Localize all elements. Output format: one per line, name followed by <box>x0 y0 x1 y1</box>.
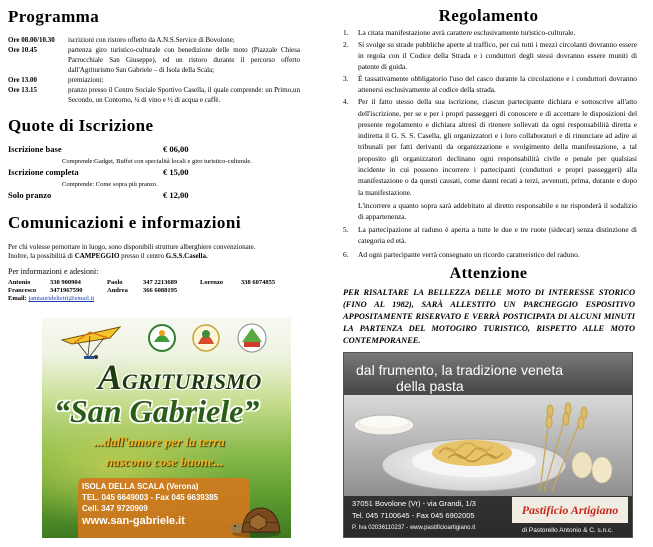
program-heading: Programma <box>8 7 100 26</box>
camping-mid: presso il centro <box>119 252 166 260</box>
rule-number: 3. <box>343 74 349 84</box>
agriturismo-ad <box>42 318 291 538</box>
contact-name: Andrea <box>107 287 128 294</box>
fees-list <box>8 144 308 202</box>
camping-word: CAMPEGGIO <box>74 252 120 260</box>
rule-item <box>340 27 637 38</box>
contact-name: Paolo <box>107 279 123 286</box>
contacts-row <box>8 279 298 287</box>
agriturismo-slogan-line2: nascono cose buone... <box>106 454 224 469</box>
fees-heading: Quote di Iscrizione <box>8 116 154 135</box>
pastificio-brand-box <box>512 497 628 523</box>
rule-item <box>340 39 637 73</box>
fee-note: Comprende:Gadget, Buffet con specialità locali e giro turistico-culturale. <box>62 157 252 165</box>
fee-label: Iscrizione completa <box>8 167 79 177</box>
attention-heading: Attenzione <box>449 265 528 282</box>
pastificio-tagline-line2: della pasta <box>396 378 464 394</box>
fee-price: € 06,00 <box>163 144 189 154</box>
contact-phone: 338 6074855 <box>241 279 276 286</box>
pastificio-tagline-line1: dal frumento, la tradizione veneta <box>356 362 564 378</box>
schedule-time: Ore 13.15 <box>8 86 38 94</box>
rule-text: Si svolge su strade pubbliche aperte al traffico, per cui tutti i mezzi circolanti dovranno essere in regola con il Codice della Strada e i conduttori degli stessi dovranno essere muniti di patente di guida. <box>358 39 637 72</box>
fee-note: Comprende: Come sopra più pranzo. <box>62 180 158 188</box>
rule-number: 4. <box>343 97 349 107</box>
rule-text: La partecipazione al raduno è aperta a tutte le due e tre ruote (sidecar) senza distinzione di categoria ed età. <box>358 225 637 246</box>
fee-row <box>8 144 308 156</box>
schedule-time: Ore 10.45 <box>8 46 38 54</box>
schedule-text: pranzo presso il Centro Sociale Sportivo Casella, il quale comprende: un Primo,un Secondo, un Contorno, ¼ di vino e ½ di acqua e caffè. <box>68 86 300 104</box>
schedule-text: premiazioni; <box>68 76 104 84</box>
rule-number: 6. <box>343 250 349 260</box>
contact-phone: 330 900904 <box>50 279 81 286</box>
rule-item <box>340 73 637 96</box>
info-heading: Comunicazioni e informazioni <box>8 213 242 232</box>
rule-number: 2. <box>343 39 349 49</box>
attention-notice: PER RISALTARE LA BELLEZZA DELLE MOTO DI INTERESSE STORICO (FINO AL 1982), SARÀ ALLESTITO UN PARCHEGGIO ESPOSITIVO APPOSITAMENTE RISERVATO E VERRÀ POSTICIPATA DI ALCUNI MINUTI LA PARTENZA DEL MOTOGIRO TURISTICO, RISPETTO ALLE MOTO CONTEMPORANEE. <box>343 288 635 345</box>
camping-line <box>8 252 308 261</box>
contact-phone: 3471967590 <box>50 287 83 294</box>
contact-name: Francesco <box>8 287 37 294</box>
program-schedule <box>8 35 308 105</box>
agriturismo-slogan-line1: ...dall'amore per la terra <box>94 434 225 449</box>
schedule-row <box>8 75 308 85</box>
email-line <box>8 295 94 303</box>
contact-phone: 347 2213689 <box>143 279 178 286</box>
email-label: Email: <box>8 295 29 302</box>
rule-body <box>358 96 637 222</box>
rule-extra-text: L'incorrere a quanto sopra sarà addebitato al diretto responsabile e ne risponderà il sodalizio di appartenenza. <box>358 200 637 222</box>
email-link[interactable]: jamtaurideltetri@email.it <box>28 295 95 302</box>
pastificio-vat: P. Iva 02036110237 - www.pastificioartigiano.it <box>352 525 476 531</box>
rule-number: 5. <box>343 225 349 235</box>
rule-text: Per il fatto stesso della sua iscrizione, ciascun partecipante dichiara e sottoscrive all'atto dell'iscrizione, per se e per i propri passeggeri di conoscere e di accettare le disposizioni del presente regolamento e dichiara altresì di ritenere sollevati da ogni responsabilità diretta e indiretta il G. S. S. Casella, gli organizzatori e i loro collaboratori e di rinunciare ad adire ai tribunali per fatti derivanti da organizzazione e svolgimento della manifestazione, a tal proposito gli organizzatori declinano ogni responsabilità civile e penale per qualsiasi incidente in cui possono incorrere i partecipanti (conduttori e propri passeggeri) alla manifestazione o da questi causati, come danni recati a terzi, avvenuti, prima, durante e dopo la manifestazione. <box>358 97 637 197</box>
rule-item <box>340 96 637 222</box>
schedule-row <box>8 85 308 105</box>
rule-text: È tassativamente obbligatorio l'uso del casco durante la circolazione e i conduttori dovranno attenersi esclusivamente al codice della strada. <box>358 74 637 95</box>
contacts-row <box>8 287 298 295</box>
fee-label: Iscrizione base <box>8 144 62 154</box>
turtle-icon <box>228 504 284 538</box>
schedule-text: partenza giro turistico-culturale con benedizione delle moto (Piazzale Chiesa Parrocchiale San Giuseppe), ed un ristoro durante il percorso offerto dall'Agriturismo San Gabriele – di Isola della Scala; <box>68 46 300 74</box>
agriturismo-title: AGRITURISMO <box>98 357 262 397</box>
contacts-heading: Per informazioni e adesioni: <box>8 267 99 276</box>
agriturismo-contact-box <box>78 478 250 538</box>
info-text <box>8 243 308 261</box>
contact-name: Lorenzo <box>200 279 223 286</box>
rule-text: La citata manifestazione avrà carattere esclusivamente turistico-culturale. <box>358 28 576 37</box>
agriturismo-tel: TEL. 045 6649003 - Fax 045 6639385 <box>82 493 219 502</box>
fee-price: € 12,00 <box>163 190 189 200</box>
sponsor-logos-icon <box>140 320 288 356</box>
agriturismo-web: www.san-gabriele.it <box>82 515 185 527</box>
agriturismo-name: “San Gabriele” <box>54 393 260 429</box>
fee-price: € 15,00 <box>163 167 189 177</box>
schedule-text: iscrizioni con ristoro offerto da A.N.S.Service di Bovolone; <box>68 36 235 44</box>
agriturismo-location: ISOLA DELLA SCALA (Verona) <box>82 482 199 491</box>
rule-item <box>340 249 637 260</box>
schedule-time: Ore 13.00 <box>8 76 38 84</box>
camping-place: G.S.S.Casella. <box>165 252 208 260</box>
pastificio-brand: Pastificio Artigiano <box>521 503 619 517</box>
rules-heading: Regolamento <box>438 6 539 25</box>
schedule-row <box>8 35 308 45</box>
pastificio-ad <box>343 352 633 538</box>
rule-text: Ad ogni partecipante verrà consegnato un ricordo caratteristico del raduno. <box>358 250 580 260</box>
camping-prefix: Inoltre, la possibilità di <box>8 252 75 260</box>
rule-number: 1. <box>343 28 349 37</box>
contacts-grid <box>8 279 298 295</box>
pastificio-phones: Tel. 045 7100645 - Fax 045 6902005 <box>352 511 475 520</box>
pastificio-company: di Pastorello Antonio & C. s.n.c. <box>522 527 614 534</box>
contact-name: Antonio <box>8 279 31 286</box>
lodging-line: Per chi volesse pernottare in luogo, sono disponibili strutture alberghiere convenzionate. <box>8 243 256 251</box>
schedule-time: Ore 08.00/10.30 <box>8 36 55 44</box>
contact-phone: 366 6088195 <box>143 287 178 294</box>
pasta-plate-photo <box>344 395 633 496</box>
fee-row <box>8 190 308 202</box>
fee-label: Solo pranzo <box>8 190 52 200</box>
schedule-row <box>8 45 308 75</box>
rule-item <box>340 224 637 247</box>
pastificio-address: 37051 Bovolone (Vr) - via Grandi, 1/3 <box>352 499 476 508</box>
fee-row <box>8 167 308 179</box>
rules-list <box>340 27 637 261</box>
agriturismo-cell: Cell. 347 9720909 <box>82 504 148 513</box>
pastificio-address-block <box>352 498 476 534</box>
